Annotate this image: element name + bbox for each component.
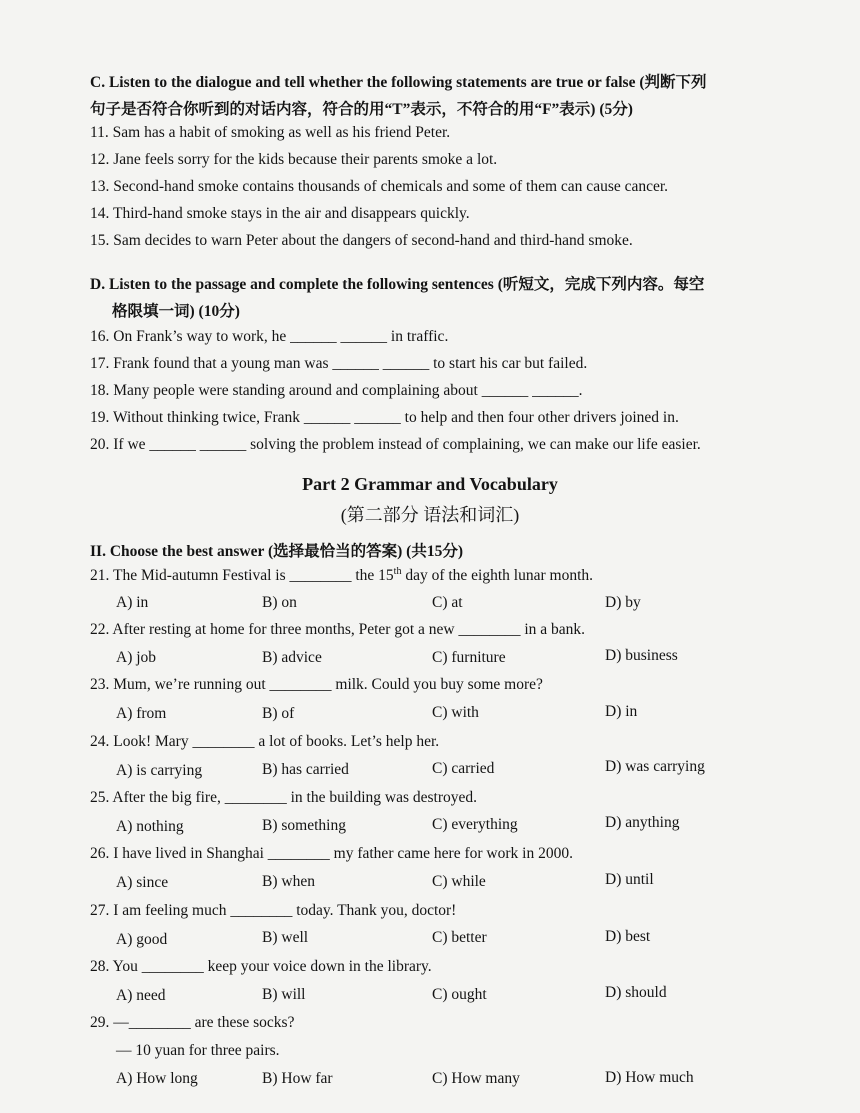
q23-option-d: D) in [605, 703, 638, 720]
q27-option-c: C) better [432, 929, 487, 946]
question-21-sup: th [393, 566, 402, 577]
question-21-text-end: day of the eighth lunar month. [401, 567, 594, 585]
q26-option-d: D) until [605, 871, 654, 888]
q26-option-a: A) since [116, 874, 169, 891]
question-21 [90, 566, 593, 585]
q29-option-d: D) How much [605, 1069, 694, 1086]
q29-option-a: A) How long [116, 1070, 198, 1087]
q24-option-c: C) carried [432, 760, 495, 777]
q25-option-a: A) nothing [116, 818, 184, 835]
q22-option-d: D) business [605, 647, 678, 664]
q25-option-c: C) everything [432, 816, 518, 833]
q23-option-c: C) with [432, 704, 479, 721]
section-d-heading: D. Listen to the passage and complete the following sentences (听短文，完成下列内容。每空 [90, 276, 705, 293]
q23-option-a: A) from [116, 705, 167, 722]
q28-option-a: A) need [116, 987, 166, 1004]
question-24: 24. Look! Mary ________ a lot of books. Let’s help her. [90, 733, 440, 750]
q28-option-b: B) will [262, 986, 306, 1003]
sentence-20: 20. If we ______ ______ solving the problem instead of complaining, we can make our life easier. [90, 436, 701, 453]
q26-option-b: B) when [262, 873, 315, 890]
sentence-17: 17. Frank found that a young man was ______ ______ to start his car but failed. [90, 355, 588, 372]
q27-option-b: B) well [262, 929, 309, 946]
q22-option-a: A) job [116, 649, 157, 666]
q21-option-a: A) in [116, 594, 149, 611]
q29-option-b: B) How far [262, 1070, 333, 1087]
q22-option-c: C) furniture [432, 649, 506, 666]
q28-option-d: D) should [605, 984, 667, 1001]
q29-option-c: C) How many [432, 1070, 520, 1087]
q23-option-b: B) of [262, 705, 295, 722]
section-c-heading-cont: 句子是否符合你听到的对话内容，符合的用“T”表示，不符合的用“F”表示) (5分) [90, 101, 633, 118]
q24-option-a: A) is carrying [116, 762, 203, 779]
question-29: 29. —________ are these socks? [90, 1014, 295, 1031]
question-26: 26. I have lived in Shanghai ________ my father came here for work in 2000. [90, 845, 573, 862]
q27-option-d: D) best [605, 928, 651, 945]
statement-13: 13. Second-hand smoke contains thousands of chemicals and some of them can cause cancer. [90, 178, 669, 195]
question-28: 28. You ________ keep your voice down in the library. [90, 958, 432, 975]
q21-option-d: D) by [605, 594, 641, 611]
question-22: 22. After resting at home for three months, Peter got a new ________ in a bank. [90, 621, 586, 638]
q27-option-a: A) good [116, 931, 168, 948]
statement-12: 12. Jane feels sorry for the kids because their parents smoke a lot. [90, 151, 498, 168]
section-ii-heading: II. Choose the best answer (选择最恰当的答案) (共15分) [90, 543, 463, 560]
section-d-heading-cont: 格限填一词) (10分) [112, 303, 240, 320]
statement-11: 11. Sam has a habit of smoking as well as his friend Peter. [90, 124, 451, 141]
sentence-16: 16. On Frank’s way to work, he ______ ______ in traffic. [90, 328, 449, 345]
section-c-heading: C. Listen to the dialogue and tell whether the following statements are true or false (判断下列 [90, 74, 707, 91]
question-21-text: 21. The Mid-autumn Festival is ________ the 15 [90, 567, 394, 585]
part2-subtitle: (第二部分 语法和词汇) [340, 505, 520, 525]
question-27: 27. I am feeling much ________ today. Thank you, doctor! [90, 902, 457, 919]
question-23: 23. Mum, we’re running out ________ milk. Could you buy some more? [90, 676, 543, 693]
q28-option-c: C) ought [432, 986, 487, 1003]
q24-option-d: D) was carrying [605, 758, 705, 775]
sentence-18: 18. Many people were standing around and complaining about ______ ______. [90, 382, 583, 399]
q22-option-b: B) advice [262, 649, 322, 666]
question-25: 25. After the big fire, ________ in the building was destroyed. [90, 789, 478, 806]
part2-title: Part 2 Grammar and Vocabulary [302, 474, 558, 494]
sentence-19: 19. Without thinking twice, Frank ______ ______ to help and then four other drivers joined in. [90, 409, 679, 426]
question-29-reply: — 10 yuan for three pairs. [116, 1042, 280, 1059]
q21-option-c: C) at [432, 594, 463, 611]
statement-14: 14. Third-hand smoke stays in the air and disappears quickly. [90, 205, 470, 222]
q25-option-d: D) anything [605, 814, 680, 831]
q21-option-b: B) on [262, 594, 297, 611]
q26-option-c: C) while [432, 873, 486, 890]
q25-option-b: B) something [262, 817, 346, 834]
statement-15: 15. Sam decides to warn Peter about the dangers of second-hand and third-hand smoke. [90, 232, 633, 249]
q24-option-b: B) has carried [262, 761, 349, 778]
